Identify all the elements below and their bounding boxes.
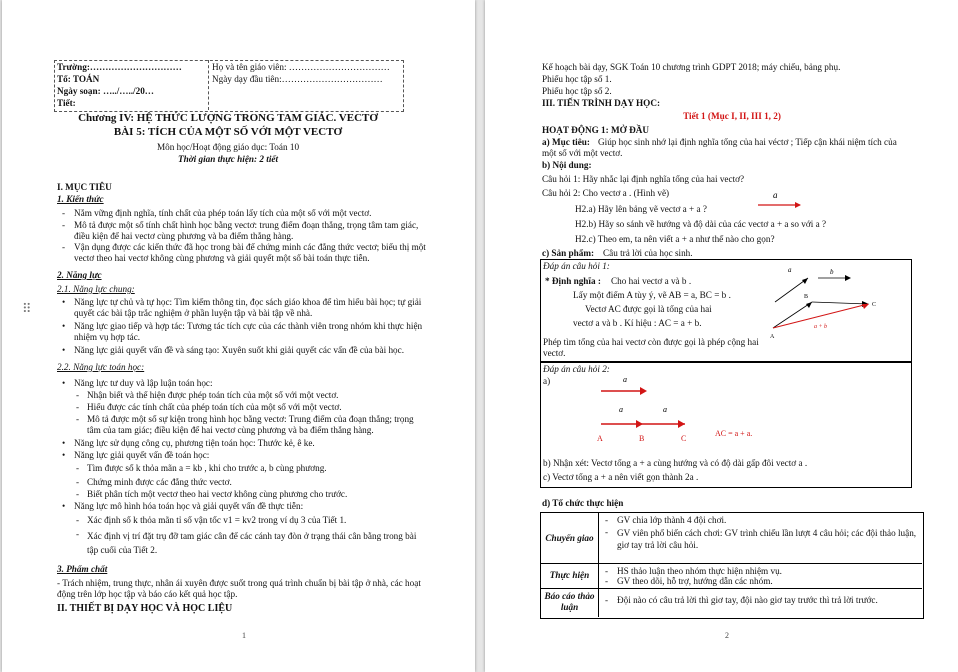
drag-handle-icon[interactable]: ⠿ (22, 301, 33, 316)
vector-a-label: a (773, 190, 778, 200)
answer-2c: c) Vectơ tổng a + a nên viết gọn thành 2a . (543, 472, 699, 482)
table-item: HS thảo luận theo nhóm thực hiện nhiệm vụ. (617, 566, 782, 576)
fig-point-c: C (872, 302, 877, 308)
table-item: GV viên phổ biến cách chơi: GV trình chiếu lần lượt 4 câu hỏi; các đội thảo luận, giơ tay trả lời câu hỏi. (617, 528, 917, 550)
math-subitem: Nhận biết và thể hiện được phép toán tích của một số với một vectơ. (87, 390, 339, 400)
question-2c: H2.c) Theo em, ta nên viết a + a như thế nào cho gọn? (575, 234, 775, 244)
table-item: Đội nào có câu trả lời thì giơ tay, đội nào giơ tay trước thì trả lời trước. (617, 595, 878, 605)
definition-label: * Định nghĩa : (545, 276, 601, 286)
section-math-competence: 2.2. Năng lực toán học: (57, 362, 145, 372)
section-process: III. TIẾN TRÌNH DẠY HỌC: (542, 98, 661, 108)
duration-line: Thời gian thực hiện: 2 tiết (177, 154, 279, 164)
answer-2-title: Đáp án câu hỏi 2: (543, 364, 610, 374)
fig-sum-label: a + b (814, 324, 828, 330)
page-number: 1 (242, 631, 246, 640)
goal-text: Giúp học sinh nhớ lại định nghĩa tổng của hai véctơ ; Tiếp cận khái niệm tích của một số với một vectơ. (542, 137, 897, 158)
math-subitem: Chứng minh được các đẳng thức vectơ. (87, 477, 232, 487)
organization-label: d) Tổ chức thực hiện (542, 498, 624, 508)
subject-line: Môn học/Hoạt động giáo dục: Toán 10 (156, 142, 300, 152)
definition-note: Phép tìm tổng của hai vectơ còn được gọi là phép cộng hai vectơ. (543, 337, 759, 358)
competence-item: Năng lực tự chủ và tự học: Tìm kiếm thông tin, đọc sách giáo khoa để tìm hiểu bài học; tự giải quyết các bài tập trắc nghiệm ở phần luyện tập và bài tập về nhà. (74, 297, 422, 318)
math-subitem: Biết phân tích một vectơ theo hai vectơ không cùng phương cho trước. (87, 489, 348, 499)
chapter-title: Chương IV: HỆ THỨC LƯỢNG TRONG TAM GIÁC. VECTƠ (78, 112, 378, 124)
question-2b: H2.b) Hãy so sánh về hướng và độ dài của các vectơ a + a so với a ? (575, 219, 827, 229)
math-subitem: Tìm được số k thỏa mãn a = kb , khi cho trước a, b cùng phương. (87, 463, 327, 473)
definition-line: Lấy một điểm A tùy ý, vẽ AB = a, BC = b . (573, 290, 731, 300)
competence-item: Năng lực giải quyết vấn đề và sáng tạo: Xuyên suốt khi giải quyết các vấn đề của bài học. (74, 345, 405, 355)
fig2-point-a: A (597, 434, 603, 443)
question-2a: H2.a) Hãy lên bảng vẽ vectơ a + a ? (575, 204, 707, 214)
knowledge-item: Nắm vững định nghĩa, tính chất của phép toán lấy tích của một số với một vectơ. (74, 208, 372, 218)
section-knowledge: 1. Kiến thức (57, 194, 104, 204)
fig2-point-c: C (681, 434, 687, 443)
definition-line: vectơ a và b . Kí hiệu : AC = a + b. (573, 318, 702, 328)
material-line: Phiếu học tập số 2. (542, 86, 612, 96)
section-general-competence: 2.1. Năng lực chung: (57, 284, 135, 294)
fig2-a2-label: a (663, 405, 667, 414)
math-item: Năng lực sử dụng công cụ, phương tiện toán học: Thước kẻ, ê ke. (74, 438, 315, 448)
section-equipment: II. THIẾT BỊ DẠY HỌC VÀ HỌC LIỆU (57, 603, 233, 614)
activity-title: HOẠT ĐỘNG 1: MỞ ĐẦU (542, 125, 650, 135)
dept-field: Tổ: TOÁN (57, 74, 100, 84)
table-row-label: Báo cáo thảo luận (544, 591, 595, 612)
competence-item: Năng lực giao tiếp và hợp tác: Tương tác tích cực của các thành viên trong nhóm khi thực hiện nhiệm vụ hợp tác. (74, 321, 423, 342)
fig2-equation: AC = a + a. (715, 429, 753, 438)
page-number: 2 (725, 631, 729, 640)
fig-b-label: b (830, 268, 834, 276)
product-text: Câu trả lời của học sinh. (603, 248, 693, 258)
period-field: Tiết: (57, 98, 76, 108)
section-objectives: I. MỤC TIÊU (57, 182, 112, 192)
answer-2b: b) Nhận xét: Vectơ tổng a + a cùng hướng và có độ dài gấp đôi vectơ a . (543, 458, 808, 468)
math-subitem: Xác định số k thỏa mãn tỉ số vận tốc v1 = kv2 trong ví dụ 3 của Tiết 1. (87, 515, 347, 525)
definition-line: Vectơ AC được gọi là tổng của hai (585, 304, 712, 314)
header-divider (208, 60, 209, 110)
material-line: Kế hoạch bài dạy, SGK Toán 10 chương trình GDPT 2018; máy chiếu, bảng phụ. (542, 62, 841, 72)
table-item: GV chia lớp thành 4 đội chơi. (617, 515, 727, 525)
period-title: Tiết 1 (Mục I, II, III 1, 2) (683, 111, 781, 121)
date-field: Ngày soạn: …../…../20… (57, 86, 154, 96)
lesson-title: BÀI 5: TÍCH CỦA MỘT SỐ VỚI MỘT VECTƠ (113, 126, 343, 138)
knowledge-item: Mô tả được một số tính chất hình học bằng vectơ: trung điểm đoạn thẳng, trọng tâm tam giác, điều kiện để hai vectơ cùng phương và ba điểm thẳng hàng. (74, 220, 419, 241)
question-1: Câu hỏi 1: Hãy nhắc lại định nghĩa tổng của hai vectơ? (542, 174, 745, 184)
fig2-point-b: B (639, 434, 645, 443)
page-1: Trường:………………………… Tổ: TOÁN Ngày soạn: …../…../20… Tiết: Họ và tên giáo viên: …………………………… Ngày dạy đầu tiên:…………………………… Chương IV: HỆ THỨC LƯỢNG TRONG TAM GIÁC. VECTƠ BÀI 5: TÍCH CỦA MỘT SỐ VỚI MỘT VECTƠ Môn học/Hoạt động giáo dục: Toán 10 Thời gian thực hiện: 2 tiết I. MỤC TIÊU 1. Kiến thức - Nắm vững định nghĩa, tính chất của phép toán lấy tích của một số với một vectơ. - Mô tả được một số tính chất hình học bằng vectơ: trung điểm đoạn thẳng, trọng tâm tam giác, điều kiện để hai vectơ cùng phương và ba điểm thẳng hàng. - Vận dụng được các kiến thức đã học trong bài để chứng minh các đẳng thức vectơ; biểu thị một vectơ theo hai vectơ không cùng phương và giải quyết một số bài toán thực tiễn. 2. Năng lực 2.1. Năng lực chung: • Năng lực tự chủ và tự học: Tìm kiếm thông tin, đọc sách giáo khoa để tìm hiểu bài học; tự giải quyết các bài tập trắc nghiệm ở phần luyện tập và bài tập về nhà. • Năng lực giao tiếp và hợp tác: Tương tác tích cực của các thành viên trong nhóm khi thực hiện nhiệm vụ hợp tác. • Năng lực giải quyết vấn đề và sáng tạo: Xuyên suốt khi giải quyết các vấn đề của bài học. 2.2. Năng lực toán học: • Năng lực tư duy và lập luận toán học: - Nhận biết và thể hiện được phép toán tích của một số với một vectơ. - Hiểu được các tính chất của phép toán tích của một số với một vectơ. - Mô tả được một số sự kiện trong hình học bằng vectơ: Trung điểm của đoạn thẳng; trọng tâm của tam giác; điều kiện để hai vectơ cùng phương và ba điểm thẳng hàng. • Năng lực sử dụng công cụ, phương tiện toán học: Thước kẻ, ê ke. • Năng lực giải quyết vấn đề toán học: - Tìm được số k thỏa mãn a = kb , khi cho trước a, b cùng phương. - Chứng minh được các đẳng thức vectơ. - Biết phân tích một vectơ theo hai vectơ không cùng phương cho trước. • Năng lực mô hình hóa toán học và giải quyết vấn đề thực tiễn: - Xác định số k thỏa mãn tỉ số vận tốc v1 = kv2 trong ví dụ 3 của Tiết 1. - Xác định vị trí đặt trụ đỡ tam giác cân để các cánh tay đòn ở trạng thái cân bằng trong bài tập cuối của Tiết 2. 3. Phẩm chất - Trách nhiệm, trung thực, nhân ái xuyên được suốt trong quá trình chuẩn bị bài tập ở nhà, các hoạt động trên lớp học tập và báo cáo kết quả học tập. II. THIẾT BỊ DẠY HỌC VÀ HỌC LIỆU 1 (2, 0, 475, 672)
knowledge-item: Vận dụng được các kiến thức đã học trong bài để chứng minh các đẳng thức vectơ; biểu thị một vectơ theo hai vectơ không cùng phương và giải quyết một số bài toán thực tiễn. (74, 242, 426, 263)
math-subitem: Xác định vị trí đặt trụ đỡ tam giác cân để các cánh tay đòn ở trạng thái cân bằng trong bài tập cuối của Tiết 2. (87, 531, 417, 555)
math-item: Năng lực mô hình hóa toán học và giải quyết vấn đề thực tiễn: (74, 501, 304, 511)
vector-sum-figure (770, 262, 905, 358)
definition-line: Cho hai vectơ a và b . (611, 276, 692, 286)
question-2: Câu hỏi 2: Cho vectơ a . (Hình vẽ) (542, 188, 670, 198)
vector-a-red (755, 190, 805, 210)
fig-a-label: a (788, 266, 792, 274)
teacher-field: Họ và tên giáo viên: …………………………… (212, 62, 390, 72)
answer-2a: a) (543, 376, 551, 386)
teach-date-field: Ngày dạy đầu tiên:…………………………… (212, 74, 383, 84)
math-item: Năng lực giải quyết vấn đề toán học: (74, 450, 210, 460)
math-subitem: Mô tả được một số sự kiện trong hình học bằng vectơ: Trung điểm của đoạn thẳng; trọng tâm của tam giác; điều kiện để hai vectơ cùng phương và ba điểm thẳng hàng. (87, 414, 414, 435)
fig-point-b: B (804, 294, 809, 300)
section-qualities: 3. Phẩm chất (57, 564, 108, 574)
fig2-a1-label: a (619, 405, 623, 414)
table-item: GV theo dõi, hỗ trợ, hướng dẫn các nhóm. (617, 576, 773, 586)
goal-label: a) Mục tiêu: (542, 137, 590, 147)
table-row-label: Thực hiện (549, 570, 590, 580)
material-line: Phiếu học tập số 1. (542, 74, 612, 84)
math-item: Năng lực tư duy và lập luận toán học: (74, 378, 213, 388)
page-2: Kế hoạch bài dạy, SGK Toán 10 chương trình GDPT 2018; máy chiếu, bảng phụ. Phiếu học tập số 1. Phiếu học tập số 2. III. TIẾN TRÌNH DẠY HỌC: Tiết 1 (Mục I, II, III 1, 2) HOẠT ĐỘNG 1: MỞ ĐẦU a) Mục tiêu: Giúp học sinh nhớ lại định nghĩa tổng của hai véctơ ; Tiếp cận khái niệm tích của một số với một vectơ. b) Nội dung: Câu hỏi 1: Hãy nhắc lại định nghĩa tổng của hai vectơ? Câu hỏi 2: Cho vectơ a . (Hình vẽ) H2.a) Hãy lên bảng vẽ vectơ a + a ? H2.b) Hãy so sánh về hướng và độ dài của các vectơ a + a so với a ? H2.c) Theo em, ta nên viết a + a như thế nào cho gọn? a c) Sản phẩm: Câu trả lời của học sinh. Đáp án câu hỏi 1: * Định nghĩa : Cho hai vectơ a và b . Lấy một điểm A tùy ý, vẽ AB = a, BC = b . Vectơ AC được gọi là tổng của hai vectơ a và b . Kí hiệu : AC = a + b. Phép tìm tổng của hai vectơ còn được gọi là phép cộng hai vectơ. a b A B C a + b Đáp án câu hỏi 2: a) a a a A B C AC = a + a. b) Nhận xét: Vectơ tổng a + a cùng hướng và có độ dài gấp đôi vectơ a . c) Vectơ tổng a + a nên viết gọn thành 2a . d) Tổ chức thực hiện Chuyển giao - GV chia lớp thành 4 đội chơi. - GV viên phổ biến cách chơi: GV trình chiếu lần lượt 4 câu hỏi; các đội thảo luận, giơ tay trả lời câu hỏi. Thực hiện - HS thảo luận theo nhóm thực hiện nhiệm vụ. - GV theo dõi, hỗ trợ, hướng dẫn các nhóm. Báo cáo thảo luận - Đội nào có câu trả lời thì giơ tay, đội nào giơ tay trước thì trả lời trước. 2 (485, 0, 958, 672)
math-subitem: Hiểu được các tính chất của phép toán tích của một số với một vectơ. (87, 402, 342, 412)
section-competence: 2. Năng lực (57, 270, 102, 280)
fig-point-a: A (770, 334, 775, 340)
table-row-label: Chuyển giao (545, 533, 594, 543)
fig2-a-label: a (623, 375, 627, 384)
product-label: c) Sản phẩm: (542, 248, 595, 258)
answer-1-title: Đáp án câu hỏi 1: (543, 261, 610, 271)
school-field: Trường:………………………… (57, 62, 182, 72)
content-label: b) Nội dung: (542, 160, 592, 170)
vector-double-figure (585, 372, 785, 447)
qualities-text: - Trách nhiệm, trung thực, nhân ái xuyên được suốt trong quá trình chuẩn bị bài tập ở nhà, các hoạt động trên lớp học tập và báo cáo kết quả học tập. (57, 578, 421, 599)
